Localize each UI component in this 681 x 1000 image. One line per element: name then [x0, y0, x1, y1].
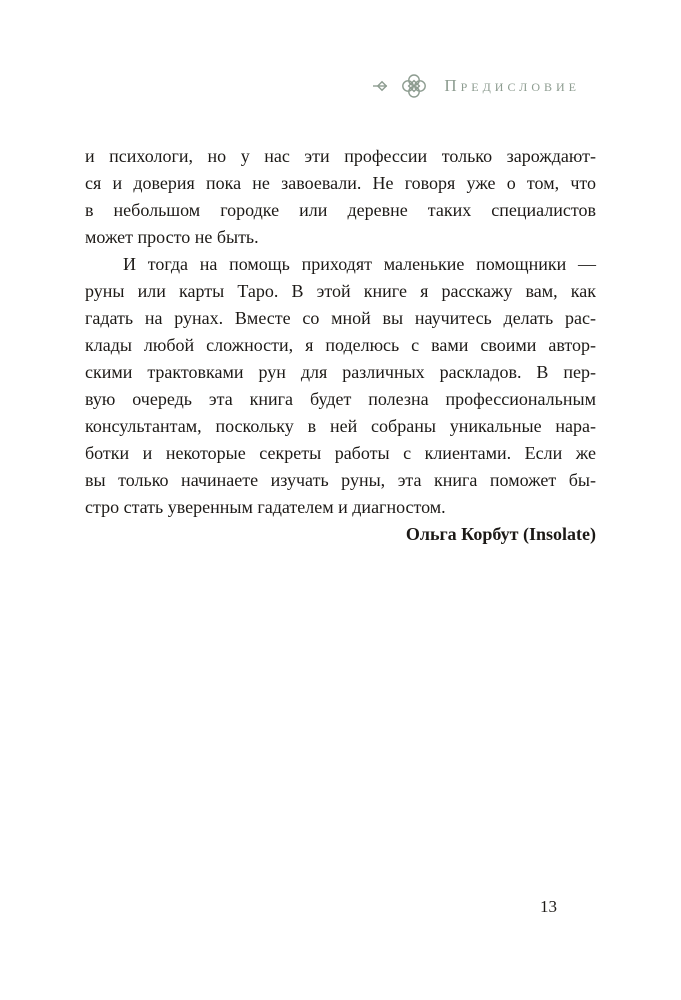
- text-line: ся и доверия пока не завоевали. Не говоря уже о том, что: [85, 173, 596, 193]
- text-line: клады любой сложности, я поделюсь с вами своими автор-: [85, 335, 596, 355]
- page-body: [85, 143, 596, 548]
- paragraph: [85, 143, 596, 251]
- paragraph: [85, 251, 596, 521]
- author-signature: Ольга Корбут (Insolate): [405, 524, 596, 544]
- body-text: [85, 143, 596, 521]
- knot-ornament-icon: [372, 74, 432, 98]
- text-line: консультантам, поскольку в ней собраны уникальные нара-: [85, 416, 596, 436]
- page-number: 13: [540, 897, 557, 916]
- chapter-header-title: Предисловие: [444, 76, 580, 95]
- page-header: [372, 74, 580, 98]
- text-line: и психологи, но у нас эти профессии только зарождают-: [85, 146, 596, 166]
- text-line: И тогда на помощь приходят маленькие помощники —: [123, 254, 596, 274]
- text-line: ботки и некоторые секреты работы с клиентами. Если же: [85, 443, 596, 463]
- text-line: скими трактовками рун для различных раскладов. В пер-: [85, 362, 596, 382]
- text-line: вую очередь эта книга будет полезна профессиональным: [85, 389, 596, 409]
- text-line: может просто не быть.: [85, 227, 259, 247]
- text-line: в небольшом городке или деревне таких специалистов: [85, 200, 596, 220]
- text-line: вы только начинаете изучать руны, эта книга поможет бы-: [85, 470, 596, 490]
- text-line: гадать на рунах. Вместе со мной вы научитесь делать рас-: [85, 308, 596, 328]
- text-line: стро стать уверенным гадателем и диагностом.: [85, 497, 446, 517]
- text-line: руны или карты Таро. В этой книге я расскажу вам, как: [85, 281, 596, 301]
